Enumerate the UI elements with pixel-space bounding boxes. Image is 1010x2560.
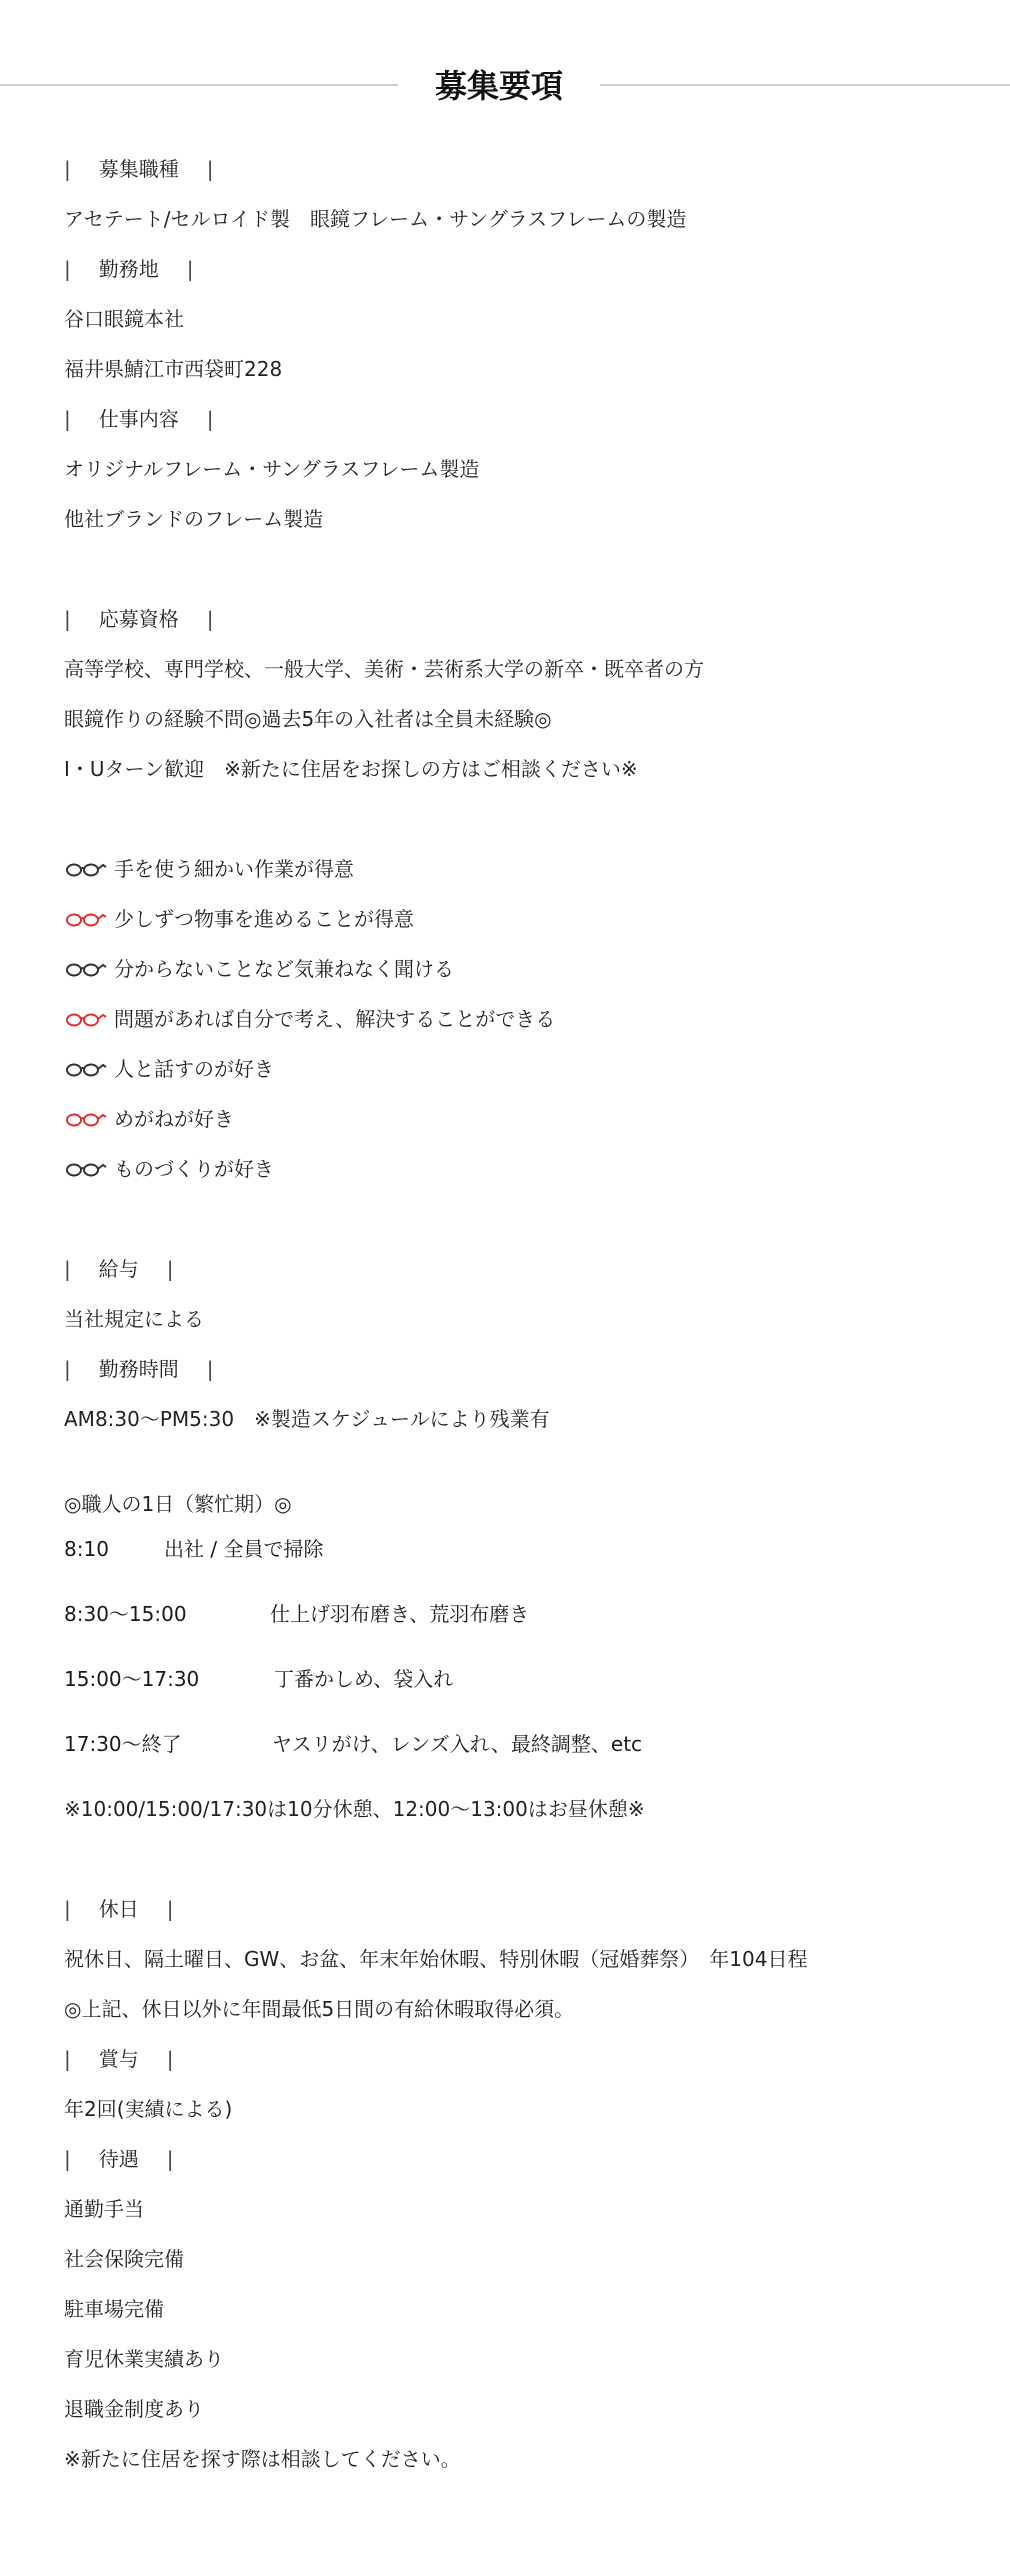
hours-text: AM8:30〜PM5:30 ※製造スケジュールにより残業有 [64,1407,550,1431]
schedule-row: 15:00〜17:30 丁番かしめ、袋入れ [64,1667,454,1691]
trait-item [64,1155,274,1183]
glasses-icon [64,1109,108,1129]
holidays-line-1: 祝休日、隔土曜日、GW、お盆、年末年始休暇、特別休暇（冠婚葬祭） 年104日程 [64,1947,808,1971]
work-line-2: 他社ブランドのフレーム製造 [64,507,324,531]
page-title: 募集要項 [434,67,563,105]
benefit-item: 社会保険完備 [64,2247,184,2271]
schedule-row: 17:30〜終了 ヤスリがけ、レンズ入れ、最終調整、etc [64,1732,643,1756]
glasses-icon [64,1159,108,1179]
section-heading-qualifications: | 応募資格 | [64,607,214,631]
title-rule-right [600,84,1010,86]
section-heading-holidays: | 休日 | [64,1897,174,1921]
trait-item [64,1105,234,1133]
salary-text: 当社規定による [64,1307,204,1331]
schedule-row: 8:30〜15:00 仕上げ羽布磨き、荒羽布磨き [64,1602,530,1626]
trait-label: 人と話すのが好き [114,1057,274,1081]
holidays-line-2: ◎上記、休日以外に年間最低5日間の有給休暇取得必須。 [64,1997,575,2021]
job-type-text: アセテート/セルロイド製 眼鏡フレーム・サングラスフレームの製造 [64,207,687,231]
benefit-item: 通勤手当 [64,2197,144,2221]
title-rule-left [0,84,398,86]
trait-label: 手を使う細かい作業が得意 [114,857,354,881]
benefit-item: 駐車場完備 [64,2297,164,2321]
title-row [0,58,1010,114]
qualification-line-2: 眼鏡作りの経験不問◎過去5年の入社者は全員未経験◎ [64,707,552,731]
break-note: ※10:00/15:00/17:30は10分休憩、12:00〜13:00はお昼休憩※ [64,1797,645,1821]
work-line-1: オリジナルフレーム・サングラスフレーム製造 [64,457,480,481]
glasses-icon [64,1059,108,1079]
location-address: 福井県鯖江市西袋町228 [64,357,283,381]
benefit-item: 退職金制度あり [64,2397,204,2421]
trait-item [64,855,354,883]
trait-label: ものづくりが好き [114,1157,274,1181]
section-heading-hours: | 勤務時間 | [64,1357,214,1381]
section-heading-job-type: | 募集職種 | [64,157,214,181]
schedule-row: 8:10 出社 / 全員で掃除 [64,1537,324,1561]
section-heading-bonus: | 賞与 | [64,2047,174,2071]
qualification-line-3: I・Uターン歓迎 ※新たに住居をお探しの方はご相談ください※ [64,757,638,781]
trait-label: 少しずつ物事を進めることが得意 [114,907,414,931]
day-schedule-heading: ◎職人の1日（繁忙期）◎ [64,1492,292,1516]
trait-label: めがねが好き [114,1107,234,1131]
trait-item [64,1005,555,1033]
location-company: 谷口眼鏡本社 [64,307,184,331]
glasses-icon [64,909,108,929]
trait-label: 分からないことなど気兼ねなく聞ける [114,957,454,981]
section-heading-work: | 仕事内容 | [64,407,214,431]
glasses-icon [64,1009,108,1029]
trait-item [64,955,454,983]
section-heading-location: | 勤務地 | [64,257,194,281]
trait-label: 問題があれば自分で考え、解決することができる [114,1007,556,1031]
qualification-line-1: 高等学校、専門学校、一般大学、美術・芸術系大学の新卒・既卒者の方 [64,657,704,681]
trait-item [64,1055,274,1083]
bonus-text: 年2回(実績による) [64,2097,233,2121]
trait-item [64,905,414,933]
glasses-icon [64,859,108,879]
section-heading-salary: | 給与 | [64,1257,174,1281]
glasses-icon [64,959,108,979]
benefit-item: 育児休業実績あり [64,2347,224,2371]
section-heading-benefits: | 待遇 | [64,2147,174,2171]
benefit-item: ※新たに住居を探す際は相談してください。 [64,2447,461,2471]
